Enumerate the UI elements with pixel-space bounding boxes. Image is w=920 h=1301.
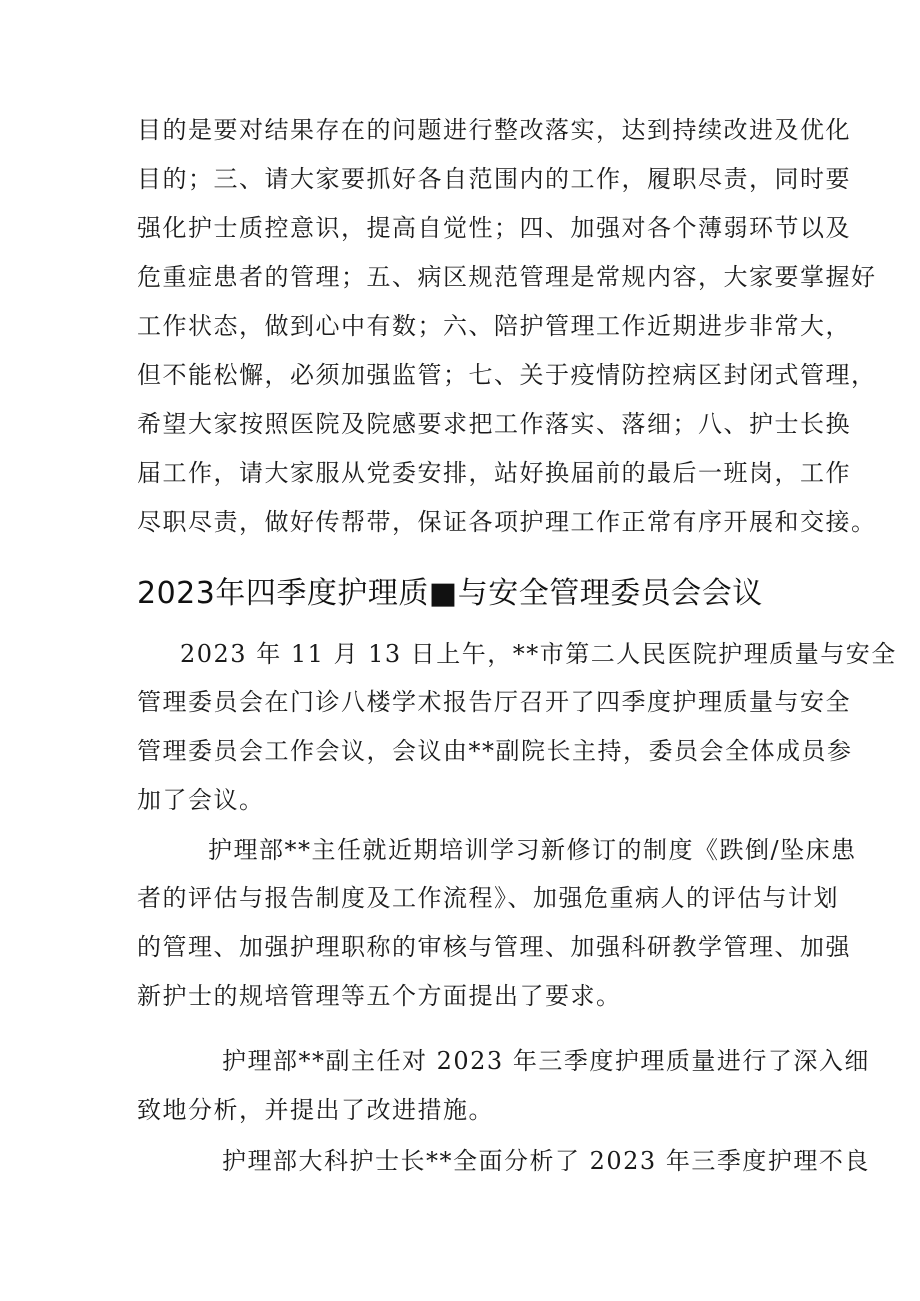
text-line: 者的评估与报告制度及工作流程》、加强危重病人的评估与计划 — [137, 884, 839, 912]
text-line: 护理部大科护士长**全面分析了 2023 年三季度护理不良 — [222, 1147, 870, 1175]
text-line: 目的；三、请大家要抓好各自范围内的工作，履职尽责，同时要 — [137, 165, 851, 193]
text-line: 目的是要对结果存在的问题进行整改落实，达到持续改进及优化 — [137, 116, 851, 144]
text-line: 加了会议。 — [137, 786, 265, 814]
text-line: 致地分析，并提出了改进措施。 — [137, 1096, 494, 1124]
text-line: 管理委员会在门诊八楼学术报告厅召开了四季度护理质量与安全 — [137, 688, 851, 716]
text-line: 强化护士质控意识，提高自觉性；四、加强对各个薄弱环节以及 — [137, 214, 851, 242]
text-line: 尽职尽责，做好传帮带，保证各项护理工作正常有序开展和交接。 — [137, 508, 877, 536]
text-line: 工作状态，做到心中有数；六、陪护管理工作近期进步非常大， — [137, 312, 851, 340]
text-line: 护理部**主任就近期培训学习新修订的制度《跌倒/坠床患 — [208, 836, 857, 864]
text-line: 管理委员会工作会议，会议由**副院长主持，委员会全体成员参 — [137, 737, 853, 765]
text-line: 危重症患者的管理；五、病区规范管理是常规内容，大家要掌握好 — [137, 263, 877, 291]
text-line: 希望大家按照医院及院感要求把工作落实、落细；八、护士长换 — [137, 410, 851, 438]
text-line: 但不能松懈，必须加强监管；七、关于疫情防控病区封闭式管理， — [137, 361, 877, 389]
text-line: 护理部**副主任对 2023 年三季度护理质量进行了深入细 — [222, 1047, 870, 1075]
text-line: 的管理、加强护理职称的审核与管理、加强科研教学管理、加强 — [137, 933, 851, 961]
text-line: 届工作，请大家服从党委安排，站好换届前的最后一班岗，工作 — [137, 459, 851, 487]
text-line: 新护士的规培管理等五个方面提出了要求。 — [137, 982, 622, 1010]
section-heading: 2023年四季度护理质■与安全管理委员会会议 — [137, 576, 763, 611]
text-line: 2023 年 11 月 13 日上午，**市第二人民医院护理质量与安全 — [180, 640, 897, 668]
